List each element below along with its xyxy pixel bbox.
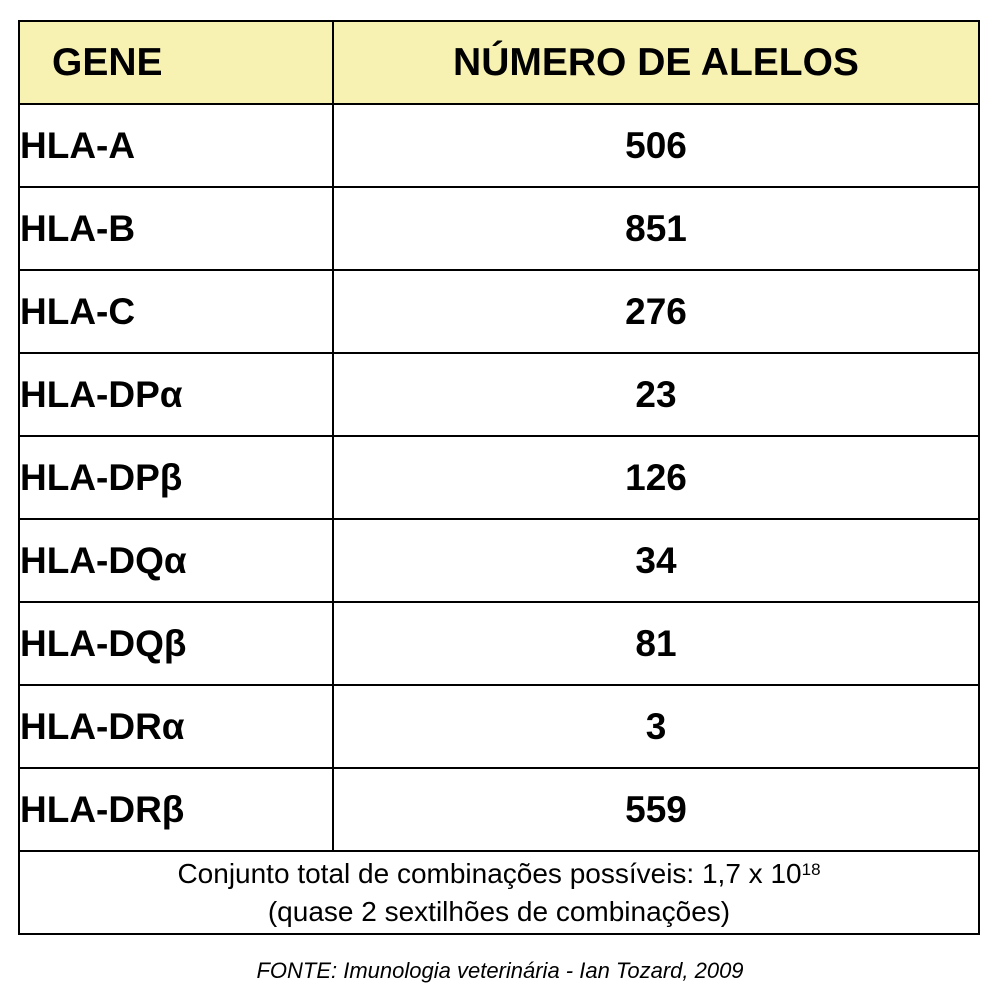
allele-count: 126 [333, 436, 979, 519]
combinations-line-2: (quase 2 sextilhões de combinações) [267, 895, 731, 927]
table-container [18, 20, 978, 935]
table-row [19, 270, 979, 353]
allele-count: 276 [333, 270, 979, 353]
gene-name: HLA-DQβ [19, 602, 333, 685]
combinations-note [19, 851, 979, 934]
table-row [19, 685, 979, 768]
table-row [19, 602, 979, 685]
table-footer-row [19, 851, 979, 934]
gene-name: HLA-DPβ [19, 436, 333, 519]
gene-name: HLA-DRα [19, 685, 333, 768]
table-row [19, 519, 979, 602]
header-allele-count: NÚMERO DE ALELOS [333, 21, 979, 104]
gene-name: HLA-DPα [19, 353, 333, 436]
gene-name: HLA-DQα [19, 519, 333, 602]
allele-count: 81 [333, 602, 979, 685]
table-row [19, 768, 979, 851]
table-header-row [19, 21, 979, 104]
gene-name: HLA-B [19, 187, 333, 270]
table-row [19, 436, 979, 519]
allele-count: 559 [333, 768, 979, 851]
gene-name: HLA-A [19, 104, 333, 187]
table-row [19, 353, 979, 436]
source-citation: FONTE: Imunologia veterinária - Ian Tozard, 2009 [256, 958, 744, 983]
allele-count: 851 [333, 187, 979, 270]
allele-count: 34 [333, 519, 979, 602]
allele-count: 3 [333, 685, 979, 768]
table-body [19, 104, 979, 851]
allele-count: 506 [333, 104, 979, 187]
gene-name: HLA-C [19, 270, 333, 353]
table-row [19, 104, 979, 187]
combinations-exponent: 18 [801, 859, 821, 879]
header-gene: GENE [19, 21, 333, 104]
allele-count: 23 [333, 353, 979, 436]
combinations-line-1: Conjunto total de combinações possíveis: 1,7 x 10 [177, 857, 802, 889]
hla-alleles-table [18, 20, 980, 935]
gene-name: HLA-DRβ [19, 768, 333, 851]
table-row [19, 187, 979, 270]
